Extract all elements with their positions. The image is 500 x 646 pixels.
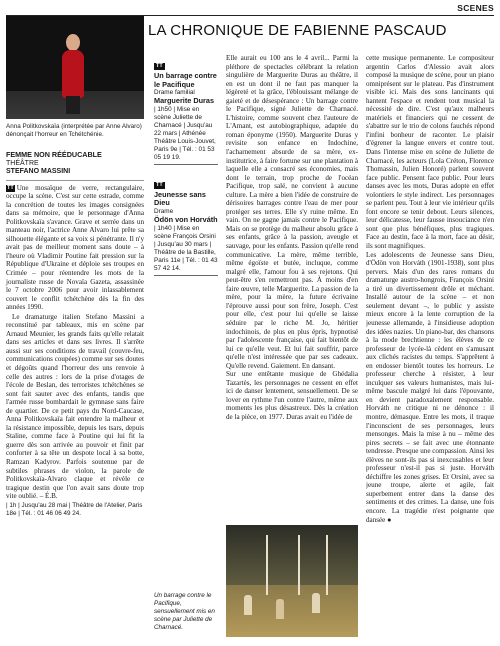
tt-badge: TT [156,63,163,69]
photo-anna-politkovskaia [6,16,144,119]
box2-genre: Drame [154,207,174,215]
photo2-caption: Un barrage contre le Pacifique, sensuellement mis en scène par Juliette de Charnacé. [154,592,215,631]
tt-badge: TT [156,181,163,188]
box1-genre: Drame familial [154,89,195,97]
play1-genre: THÉÂTRE [6,159,39,167]
box2-author: Ödön von Horváth [154,214,218,224]
play1-body [6,184,144,501]
play1-title: FEMME NON RÉÉDUCABLE [6,150,102,159]
column-4-text: cette musique permanente. Le compositeur argentin Carlos d'Alessio avait alors composé la musique de scène, pour un piano omniprésent sur le plateau. Pas d'instrument visible ici. Mais des sons lancinants qui hantent l'espace et rendent tout musical la nécessité de dire. C'est qu'aux malheurs matériels et financiers qui ne cessent de s'abattre sur le trio de colons fauchés répond l'infini bonheur de raconter. Le plaisir d'égrener la langue envers et contre tout. Dans l'intense mise en scène de Juliette de Charnacé, les acteurs (Lola Créton, Florence Thomassin, Julien Honoré) parlent souvent face public. Pensent face public. Pour leurs danses avec les mots, Duras adopte en effet volontiers le style indirect. Les personnages se parlent peu. Tout à leur vie intérieur qu'ils font encore se tenir debout. Leurs silences, leur délicatesse, leur fausse insouciance n'en sont que plus bénéfiques, plus tragiques. Face au destin, face à la mort, face au désir, ils sont magnifiques. Les adolescents de Jeunesse sans Dieu, d'Ödön von Horváth (1901-1938), sont plus pervers. Mais d'un des rares romans du dramaturge austro-hongrois, François Orsini a tiré un divertissement drôle et méchant. Installé autour de la scène – et non seulement devant –, le public y assiste mieux encore à la lente corruption de la jeunesse allemande, à l'insidieuse adoption des idées nazies. Un piano-bar, des chansons à la mode brechtienne : les élèves de ce professeur de lycée-là cèdent en s'amusant aux clichés racistes du temps. S'apprêtent à en endosser bientôt toutes les horreurs. Le professeur cherche à résister, à leur inculquer ses valeurs humanistes, mais lui-même bascule malgré lui dans l'épouvante, en devient paradoxalement responsable. Horváth ne critique ni ne dénonce : il montre, démasque. Entre les mots, il traque l'inconscient de ses personnages, leurs mensonges. Mais la mise à nu – même des pires secrets – se fait avec une étonnante tendresse. Presque une compassion. Ainsi les élèves ne sont-ils pas si inexcusables et leur professeur n'est-il pas si juste. Horváth déchiffre les zones grises. Et Orsini, avec sa jeune troupe, alerte et agile, fait superbement entrer dans la danse des sentiments et des crimes. La danse, une fois encore. La tragédie n'est poignante que dansée ● [366,54,494,524]
box1-author: Marguerite Duras [154,96,215,106]
play1-paragraph-1: Une mosaïque de verre, rectangulaire, occupe la scène. C'est sur cette estrade, comme la concrétion de toutes les images consignées dans sa mémoire, que le personnage d'Anna Politkovskaïa s'avance. Grave et serrée dans un manteau noir, l'actrice Anne Alvaro lui prête sa silhouette élégante et sa voix si pénétrante. Il n'y avait pas de meilleur moment sans doute – à l'heure où Vladimir Poutine fait pression sur la République d'Ukraine et déploie ses troupes en Crimée – pour réentendre les mots de la journaliste russe de Novaïa Gazeta, assassinée le 7 octobre 2006 pour avoir inlassablement couvert le conflit tchétchène dès la fin des années 1990. [6,183,144,312]
photo1-caption: Anna Politkovskaïa (interprétée par Anne Alvaro) dénonçait l'horreur en Tchétchénie. [6,123,142,138]
column-3-text: Elle aurait eu 100 ans le 4 avril... Parmi la pléthore de spectacles célébrant la relation singulière de Marguerite Duras au théâtre, il en est un dont il ne faut pas manquer la légèreté et la grâce, l'éblouissant mélange de gaieté et de désespérance : Un barrage contre le Pacifique, signé Juliette de Charnacé. L'histoire, comme souvent chez l'auteure de L'Amant, est autobiographique, adaptée du roman éponyme (1950). Marguerite Duras y revisite son enfance en Indochine, l'acharnement absurde de sa mère, ex-institutrice, à faire fortune sur une plantation à laquelle elle a consacré ses économies, mais dont le terrain, trop proche de l'océan Pacifique, trop salé, ne convient à aucune culture. La mère a bien l'idée de construire de dérisoires barrages contre l'eau de mer pour protéger ses terres. Elle s'y ruine même. En vain. On ne gagne jamais contre le Pacifique. Mais on se protège du malheur absolu grâce à ses enfants, grâce à la passion, aveugle et sauvage, pour les enfants. Passion qu'elle rend communicative. La mère, même terrible, même égoïste et butée, incluque, comme malgré elle, l'amour fou à ses rejetons. Qui peut-être s'en remettront pas. À moins d'en faire œuvre, telle Marguerite. La passion de la mère, pour la mère, la future écrivaine l'éprouve aussi pour son frère, Joseph. C'est pour elle, c'est pour lui qu'elle se laisse séduire par le riche M. Jo, héritier indochinois, de plus en plus épris, hypnotisé par l'adolescente française, qui fait bientôt de lui ce qu'elle veut. Et lui fait souffrir, parce qu'elle n'est intéressée que par ses cadeaux. Qu'elle revend. Gaiement. En dansant. Sur une entêtante musique de Ghédalia Tazartès, les personnages ne cessent en effet ici de danser lentement, sensuellement. De se lover en rythme l'un contre l'autre, même aux moments les plus désastreux. Dès la création de la pièce, en 1977. Duras avait eu l'idée de [226,54,358,421]
play1-author: STEFANO MASSINI [6,168,144,181]
box1-title: Un barrage contre le Pacifique [154,71,217,89]
infobox-barrage [154,54,218,165]
photo-barrage-stage [226,525,358,637]
headline: LA CHRONIQUE DE FABIENNE PASCAUD [148,22,447,39]
box2-title: Jeunesse sans Dieu [154,189,206,208]
infobox-jeunesse [154,173,218,276]
column-1 [6,14,144,518]
play1-venue: | 1h | Jusqu'au 28 mai | Théâtre de l'Atelier, Paris 18e | Tél. : 01 46 06 49 24. [6,501,143,517]
box2-details: | 1h40 | Mise en scène François Orsini | Jusqu'au 30 mars | Théâtre de la Bastille, Paris 11e | Tél. : 01 43 57 42 14. [154,224,218,272]
tt-badge: TT [7,184,14,191]
play1-paragraph-2: Le dramaturge italien Stefano Massini a reconstitué par tableaux, mis en scène par Arnaud Meunier, les grands faits qu'elle relatait dans ses articles et dans ses livres. Il s'arrête aussi sur ses conditions de travail (couvre-feu, communications coupées) comme sur ses doutes et dégoûts quand l'horreur des uns renvoie à celle des autres : lors de la prise d'otages de l'école de Beslan, des terroristes tchétchènes se sont fait sauter avec des enfants, tandis que l'armée russe bombardait le gymnase sans faire de quartier. De ce petit pays du Nord-Caucase, Anna Politkovskaïa fait entendre la malheur et la résistance impossible, depuis les tsars, depuis Staline, comme face à Poutine qui lui fit la guerre dès son arrivée au pouvoir et finit par conforter à sa tête un despote local à sa botte, Ramzan Kadyrov. Parfois soutenue par de subtiles phrases de violon, la parole de Politkovskaïa-Alvaro claque et révèle ce tragique destin que l'on avait sans doute trop vite oublié. – É.B. [6,312,144,501]
section-tag: SCENES [457,3,494,13]
box1-details: | 1h50 | Mise en scène Juliette de Charnacé | Jusqu'au 22 mars | Athénée Théâtre Louis-Jouvet, Paris 9e | Tél. : 01 53 05 19 19. [154,105,216,161]
column-2 [154,54,218,284]
